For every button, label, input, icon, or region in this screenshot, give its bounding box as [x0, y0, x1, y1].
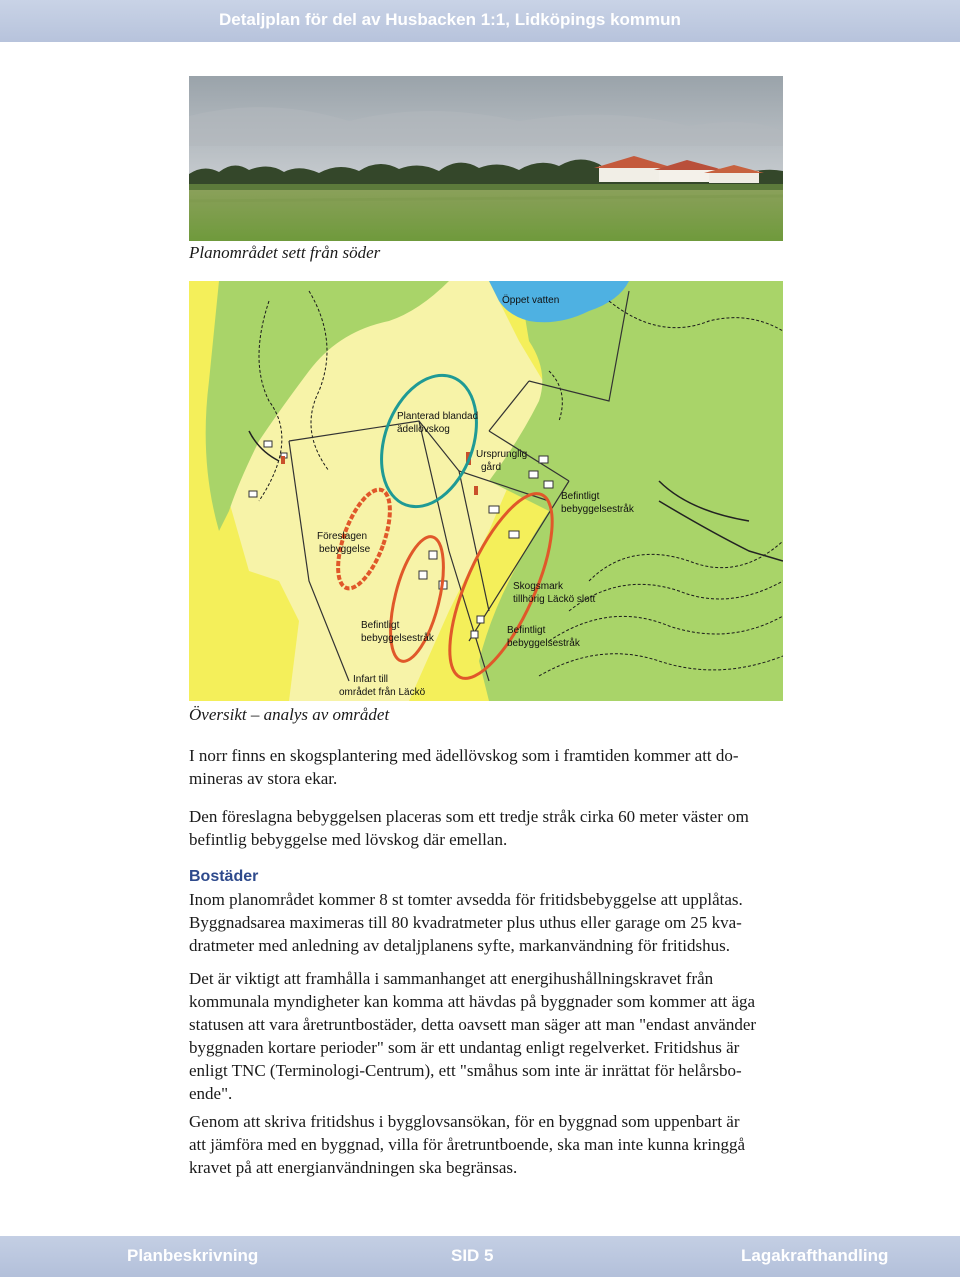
site-photo: [189, 76, 783, 241]
label-existing-e-1: Befintligt: [507, 625, 546, 636]
label-forest-2: tillhörig Läckö slott: [513, 594, 596, 605]
page-footer: [0, 1236, 960, 1277]
label-forest-1: Skogsmark: [513, 581, 564, 592]
footer-left: Planbeskrivning: [127, 1246, 259, 1265]
paragraph-forest: I norr finns en skogsplantering med ädellövskog som i framtiden kommer att do- mineras av stora ekar.: [189, 746, 739, 788]
page-number: SID 5: [451, 1246, 494, 1265]
photo-caption: Planområdet sett från söder: [189, 243, 381, 262]
footer-right: Lagakrafthandling: [741, 1246, 889, 1265]
label-entrance-2: området från Läckö: [339, 687, 426, 698]
page-header: [0, 0, 960, 42]
label-proposed-1: Föreslagen: [317, 531, 368, 542]
paragraph-proposed: Den föreslagna bebyggelsen placeras som ett tredje stråk cirka 60 meter väster om befintlig bebyggelse med lövskog där emellan.: [189, 807, 749, 849]
label-planted-forest-2: ädellövskog: [397, 424, 450, 435]
label-proposed-2: bebyggelse: [319, 544, 371, 555]
document-title: Detaljplan för del av Husbacken 1:1, Lidköpings kommun: [219, 10, 681, 29]
label-planted-forest-1: Planterad blandad: [397, 411, 479, 422]
label-original-farm-2: gård: [481, 462, 502, 473]
label-existing-ne-2: bebyggelsestråk: [561, 504, 634, 515]
paragraph-energy: Det är viktigt att framhålla i sammanhanget att energihushållningskravet från kommunala myndigheter kan komma att hävdas på byggnader som kommer att äga statusen att vara åretruntbostäder, detta oavsett man säger att man "endast använder byggnaden kortare perioder" som är ett undantag enligt regelverket. Fritidshus är enligt TNC (Terminologi-Centrum), ett "småhus som inte är inrättat för helårsbo- ende".: [189, 969, 757, 1103]
paragraph-permit: Genom att skriva fritidshus i bygglovsansökan, för en byggnad som uppenbart är att jämföra med en byggnad, villa för åretruntboende, ska man inte kunna kringgå kravet på att energianvändningen ska begränsas.: [189, 1112, 746, 1177]
label-open-water: Öppet vatten: [502, 295, 560, 306]
analysis-map: [189, 281, 783, 701]
label-existing-ne-1: Befintligt: [561, 491, 600, 502]
label-entrance-1: Infart till: [353, 674, 389, 685]
map-caption: Översikt – analys av området: [189, 705, 390, 724]
label-existing-e-2: bebyggelsestråk: [507, 638, 580, 649]
section-housing: Bostäder Inom planområdet kommer 8 st tomter avsedda för fritidsbebyggelse att upplåtas. Byggnadsarea maximeras till 80 kvadratmeter plus uthus eller garage om 25 kva- dratmeter med anledning av detaljplanens syfte, markanvändning för fritidshus.: [189, 865, 774, 957]
label-original-farm-1: Ursprunglig: [476, 449, 528, 460]
label-existing-s-2: bebyggelsestråk: [361, 633, 434, 644]
label-existing-s-1: Befintligt: [361, 620, 400, 631]
section-heading: Bostäder: [189, 868, 259, 885]
